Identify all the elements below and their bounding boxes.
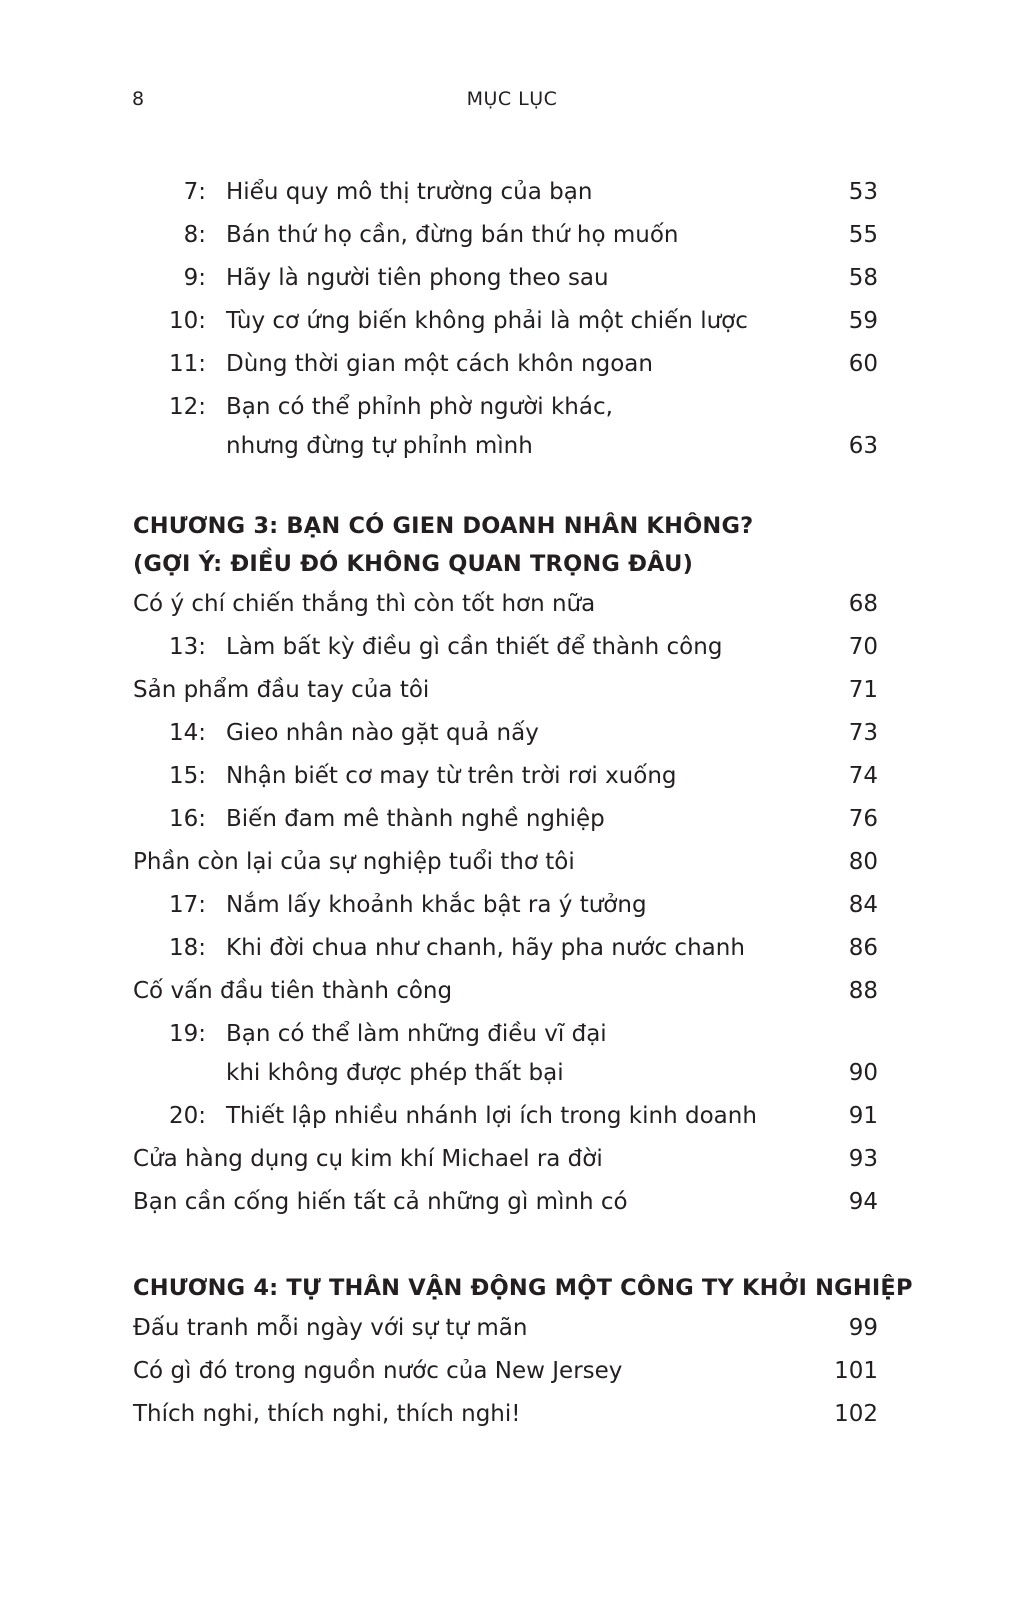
entry-page: 102 [834,1401,878,1427]
entry-page: 74 [848,763,878,789]
entry-title: Có ý chí chiến thắng thì còn tốt hơn nữa [133,591,596,617]
entry-page: 99 [848,1315,878,1341]
toc-entry[interactable] [133,343,878,386]
toc-entry[interactable] [133,1181,878,1224]
entry-page: 90 [848,1060,878,1086]
entry-number: 18: [168,935,206,961]
entry-number: 10: [168,308,206,334]
entry-title: Cửa hàng dụng cụ kim khí Michael ra đời [133,1146,603,1172]
toc-entry[interactable] [133,841,878,884]
toc-entry[interactable] [133,884,878,927]
entry-title: Cố vấn đầu tiên thành công [133,978,453,1004]
toc-entry[interactable] [133,1350,878,1393]
entry-title: Bạn có thể làm những điều vĩ đại [226,1021,607,1047]
entry-page: 70 [848,634,878,660]
toc-entry[interactable] [133,1393,878,1436]
toc-entry[interactable] [133,626,878,669]
entry-title: Khi đời chua như chanh, hãy pha nước chanh [226,935,745,961]
toc-entry[interactable] [133,970,878,1013]
entry-title: Thiết lập nhiều nhánh lợi ích trong kinh doanh [226,1103,757,1129]
entry-page: 84 [848,892,878,918]
page-header [0,88,1024,118]
toc-entry[interactable] [133,1307,878,1350]
entry-number: 11: [168,351,206,377]
entry-page: 93 [848,1146,878,1172]
entry-title: Bạn cần cống hiến tất cả những gì mình có [133,1189,628,1215]
entry-number: 12: [168,394,206,420]
entry-page: 91 [848,1103,878,1129]
toc-entry[interactable] [133,300,878,343]
toc-entry[interactable] [133,583,878,626]
entry-number: 15: [168,763,206,789]
toc-entry[interactable] [133,1013,878,1095]
entry-number: 13: [168,634,206,660]
toc-entry[interactable] [133,798,878,841]
toc-entry[interactable] [133,214,878,257]
entry-page: 73 [848,720,878,746]
entry-title: Biến đam mê thành nghề nghiệp [226,806,605,832]
entry-page: 76 [848,806,878,832]
entry-number: 19: [168,1021,206,1047]
entry-title: Sản phẩm đầu tay của tôi [133,677,430,703]
toc-entry[interactable] [133,712,878,755]
entry-title: Dùng thời gian một cách khôn ngoan [226,351,653,377]
entry-page: 58 [848,265,878,291]
entry-page: 59 [848,308,878,334]
entry-title: Gieo nhân nào gặt quả nấy [226,720,539,746]
entry-page: 80 [848,849,878,875]
entry-title: Đấu tranh mỗi ngày với sự tự mãn [133,1315,528,1341]
entry-title: Có gì đó trong nguồn nước của New Jersey [133,1358,623,1384]
table-of-contents [133,171,913,1436]
chapter-title-line1: CHƯƠNG 4: TỰ THÂN VẬN ĐỘNG MỘT CÔNG TY KHỞI NGHIỆP [133,1275,913,1301]
toc-entry[interactable] [133,257,878,300]
entry-page: 68 [848,591,878,617]
entry-title-continued: nhưng đừng tự phỉnh mình [226,433,533,459]
entry-title: Hiểu quy mô thị trường của bạn [226,179,593,205]
toc-entry[interactable] [133,755,878,798]
entry-number: 20: [168,1103,206,1129]
entry-page: 101 [834,1358,878,1384]
entry-page: 63 [848,433,878,459]
toc-entry[interactable] [133,927,878,970]
entry-title: Hãy là người tiên phong theo sau [226,265,609,291]
entry-title: Thích nghi, thích nghi, thích nghi! [133,1401,521,1427]
entry-title: Làm bất kỳ điều gì cần thiết để thành công [226,634,723,660]
entry-page: 60 [848,351,878,377]
entry-title: Nắm lấy khoảnh khắc bật ra ý tưởng [226,892,647,918]
entry-number: 17: [168,892,206,918]
toc-entry[interactable] [133,669,878,712]
toc-entry[interactable] [133,171,878,214]
chapter-title-line2: (GỢI Ý: ĐIỀU ĐÓ KHÔNG QUAN TRỌNG ĐÂU) [133,551,694,577]
chapter-heading[interactable] [133,1269,913,1307]
entry-page: 88 [848,978,878,1004]
entry-page: 71 [848,677,878,703]
entry-title: Nhận biết cơ may từ trên trời rơi xuống [226,763,677,789]
entry-number: 9: [183,265,206,291]
entry-page: 55 [848,222,878,248]
entry-number: 16: [168,806,206,832]
toc-entry[interactable] [133,386,878,468]
entry-number: 14: [168,720,206,746]
page-number: 8 [132,88,145,110]
toc-entry[interactable] [133,1095,878,1138]
entry-title: Tùy cơ ứng biến không phải là một chiến lược [226,308,748,334]
chapter-title-line1: CHƯƠNG 3: BẠN CÓ GIEN DOANH NHÂN KHÔNG? [133,513,754,539]
entry-title-continued: khi không được phép thất bại [226,1060,564,1086]
entry-page: 86 [848,935,878,961]
chapter-heading[interactable] [133,507,878,583]
entry-title: Bán thứ họ cần, đừng bán thứ họ muốn [226,222,679,248]
entry-title: Phần còn lại của sự nghiệp tuổi thơ tôi [133,849,575,875]
page-title: MỤC LỤC [466,88,558,110]
entry-number: 7: [183,179,206,205]
entry-number: 8: [183,222,206,248]
entry-page: 94 [848,1189,878,1215]
entry-page: 53 [848,179,878,205]
toc-entry[interactable] [133,1138,878,1181]
entry-title: Bạn có thể phỉnh phờ người khác, [226,394,613,420]
